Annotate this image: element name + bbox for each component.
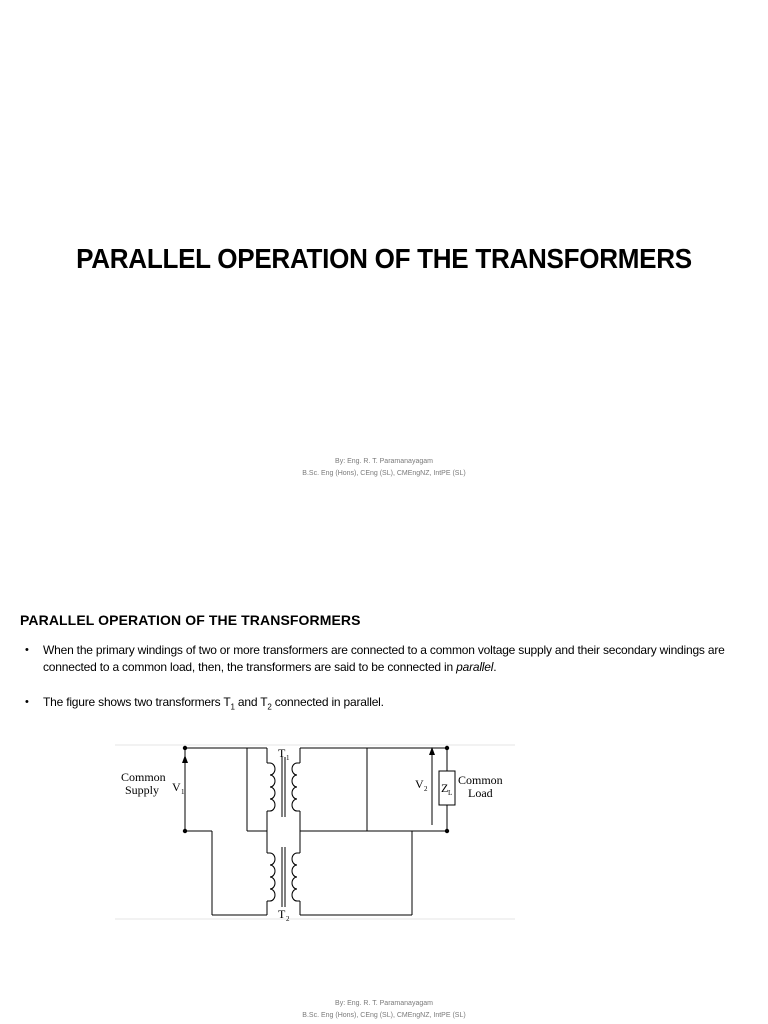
supply-label: Supply [125,783,160,797]
author-credentials: B.Sc. Eng (Hons), CEng (SL), CMEngNZ, IntPE (SL) [302,470,466,477]
bullet-list [22,642,752,733]
load-label: Common [458,773,503,787]
v2-label: V [415,777,424,791]
t2-label: T [278,907,286,921]
zl-subscript: L [448,789,453,797]
author-name: By: Eng. R. T. Paramanayagam [335,1000,433,1007]
content-slide [0,560,768,1024]
author-block [0,998,768,1022]
bullet-text: and T [234,695,268,709]
v2-subscript: 2 [424,785,428,793]
parallel-transformer-diagram [115,743,515,921]
supply-label: Common [121,770,166,784]
bullet-item [22,694,752,715]
load-label: Load [468,786,493,800]
author-credentials: B.Sc. Eng (Hons), CEng (SL), CMEngNZ, IntPE (SL) [302,1012,466,1019]
author-name: By: Eng. R. T. Paramanayagam [335,458,433,465]
bullet-emphasis: parallel [456,660,494,674]
zl-label: Z [441,781,449,795]
slide-heading: PARALLEL OPERATION OF THE TRANSFORMERS [20,612,361,628]
bullet-end: . [493,660,497,674]
subscript: 2 [267,702,272,712]
v1-label: V [172,780,181,794]
bullet-text: When the primary windings of two or more transformers are connected to a common voltage supply and their secondary windings are connected to a common load, then, the transformers are said to be connected in [43,643,725,674]
bullet-item [22,642,752,676]
subscript: 1 [230,702,235,712]
author-block [0,456,768,480]
bullet-text: The figure shows two transformers T [43,695,231,709]
t2-subscript: 2 [286,915,290,921]
t1-label: T [278,746,286,760]
t1-subscript: 1 [286,754,290,762]
v1-subscript: 1 [181,788,185,796]
page-title: PARALLEL OPERATION OF THE TRANSFORMERS [76,243,692,274]
bullet-text: connected in parallel. [271,695,384,709]
